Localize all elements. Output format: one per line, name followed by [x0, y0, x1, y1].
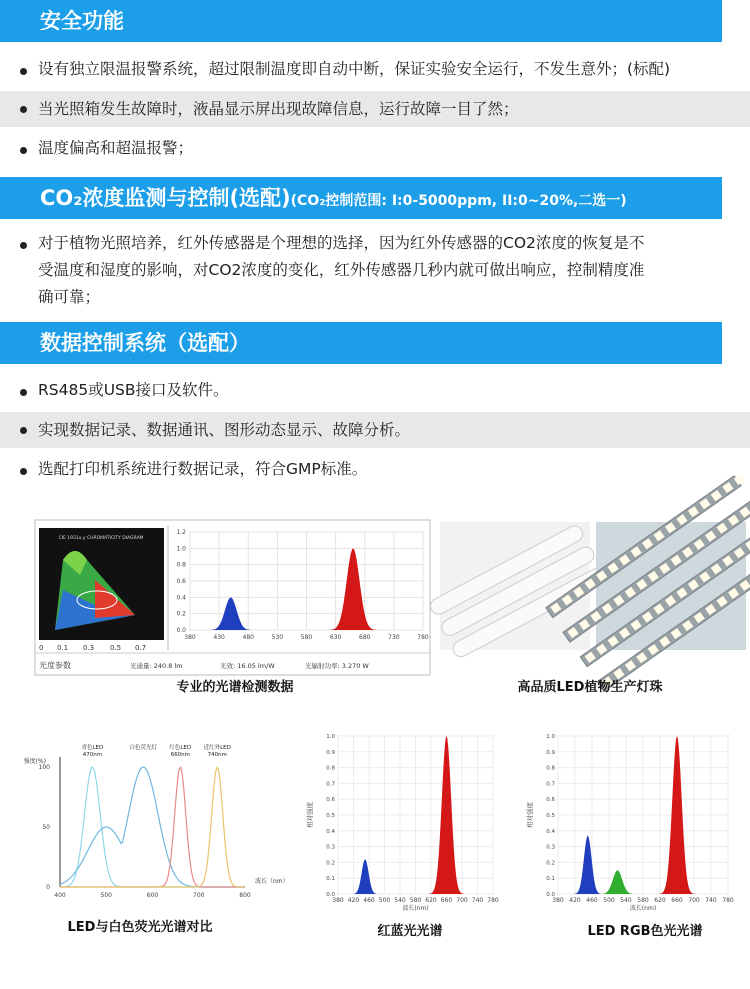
list-item-text-line: 确可靠；: [38, 288, 101, 306]
legend-nm: 660nm: [170, 752, 190, 758]
section-title: CO₂浓度监测与控制(选配): [40, 186, 291, 210]
tick-label: 480: [242, 634, 254, 641]
bullet-icon: [20, 242, 27, 249]
tick-label: 700: [193, 892, 205, 899]
compare-caption: LED与白色荧光光谱对比: [67, 920, 213, 935]
list-item: [0, 56, 750, 86]
tick-label: 430: [213, 634, 225, 641]
list-item: [0, 91, 750, 127]
tick-label: 780: [417, 634, 429, 641]
tick-label: 0.0: [546, 892, 555, 898]
legend-nm: 470nm: [82, 752, 103, 758]
tick-label: 740: [471, 897, 484, 904]
tick-label: 0: [46, 884, 50, 891]
bullet-icon: [20, 427, 27, 434]
efficacy-value: 光效: 16.05 lm/W: [220, 662, 275, 670]
rgb-caption: LED RGB色光光谱: [587, 924, 703, 939]
tick-label: 0.8: [326, 765, 335, 772]
legend-entry: 近红外LED: [203, 745, 231, 751]
tick-label: 630: [329, 634, 342, 641]
red-blue-caption: 红蓝光光谱: [377, 924, 443, 939]
list-item: [0, 135, 750, 165]
list-item-text: 当光照箱发生故障时，液晶显示屏出现故障信息，运行故障一目了然；: [38, 100, 519, 118]
tick-label: 420: [347, 897, 360, 904]
tick-label: 0.4: [546, 828, 555, 835]
legend-entry: 红色LED: [169, 745, 192, 751]
tick-label: 660: [671, 897, 683, 904]
list-item-text: 设有独立限温报警系统，超过限制温度即自动中断，保证实验安全运行，不发生意外；(标配): [38, 60, 671, 78]
tick-label: 800: [239, 892, 251, 899]
tick-label: 0.4: [326, 828, 335, 835]
section-title: 数据控制系统（选配）: [40, 331, 250, 355]
tick-label: 100: [38, 764, 50, 771]
red-blue-chart: [300, 730, 505, 920]
y-axis-label: 相对强度: [306, 802, 314, 828]
tick-label: 500: [100, 892, 112, 899]
tick-label: 0.8: [176, 561, 186, 569]
tick-label: 50: [42, 824, 50, 831]
svg-text:0: 0: [39, 644, 44, 652]
section-banner-data: [0, 322, 722, 364]
legend-nm: 740nm: [207, 752, 227, 758]
tick-label: 540: [394, 897, 406, 904]
tick-label: 380: [184, 634, 196, 641]
tick-label: 620: [425, 897, 437, 904]
tick-label: 700: [456, 897, 468, 904]
list-item-text: 温度偏高和超温报警；: [38, 139, 194, 157]
tick-label: 400: [54, 892, 66, 899]
param-label: 光度参数: [39, 661, 71, 670]
tick-label: 0.3: [546, 844, 555, 851]
tick-label: 0.6: [326, 797, 335, 804]
tick-label: 530: [271, 634, 284, 641]
tick-label: 0.2: [176, 610, 186, 618]
tick-label: 500: [378, 897, 391, 904]
x-axis-label: 波长(nm): [402, 905, 429, 912]
radiant-value: 光辐射功率: 3.270 W: [305, 662, 369, 670]
tick-label: 0.5: [546, 813, 555, 819]
list-item-text: 实现数据记录、数据通讯、图形动态显示、故障分析。: [38, 421, 411, 439]
tick-label: 0.6: [546, 797, 555, 804]
cie-title: CIE 1931x,y CHROMATICITY DIAGRAM: [58, 536, 144, 541]
svg-text:0.5: 0.5: [110, 644, 122, 652]
tick-label: 1.0: [326, 734, 335, 740]
tick-label: 1.2: [176, 529, 186, 536]
rgb-chart: [520, 730, 740, 920]
tick-label: 780: [722, 897, 734, 904]
spectrum-test-panel: [35, 520, 430, 675]
tick-label: 0.1: [326, 876, 335, 883]
list-item-text: 选配打印机系统进行数据记录，符合GMP标准。: [38, 460, 368, 478]
tick-label: 420: [569, 897, 581, 904]
tick-label: 540: [620, 897, 632, 904]
list-item: [0, 230, 750, 314]
y-axis-label: 相对强度: [526, 802, 534, 828]
legend-entry: 白色荧光灯: [129, 745, 158, 751]
tick-label: 380: [332, 897, 344, 904]
list-item-text: RS485或USB接口及软件。: [38, 381, 229, 399]
section-banner-co2: [0, 177, 722, 219]
x-axis-label: 波长（nm）: [255, 878, 289, 885]
list-item: [0, 412, 750, 448]
tick-label: 0.8: [546, 765, 555, 772]
tick-label: 460: [363, 897, 375, 904]
flux-value: 光通量: 240.8 lm: [130, 662, 183, 670]
tick-label: 0.9: [326, 749, 335, 756]
tick-label: 0.0: [326, 892, 335, 898]
tick-label: 0.5: [326, 813, 335, 819]
bullet-icon: [20, 389, 27, 396]
tick-label: 660: [440, 897, 453, 904]
bullet-icon: [20, 106, 27, 113]
tick-label: 500: [603, 897, 615, 904]
tick-label: 0.1: [546, 876, 555, 883]
svg-text:0.3: 0.3: [83, 644, 95, 652]
tick-label: 0.7: [326, 781, 335, 788]
section-title: 安全功能: [40, 9, 124, 33]
list-item-text-line: 受温度和湿度的影响，对CO2浓度的变化，红外传感器几秒内就可做出响应，控制精度准: [38, 261, 645, 279]
compare-chart: [10, 735, 289, 905]
legend-entry: 青色LED: [81, 745, 104, 751]
spectrum-chart: [176, 529, 428, 641]
section-subtitle: (CO₂控制范围: I:0-5000ppm, II:0~20%,二选一): [290, 193, 627, 209]
lamp-caption: 高品质LED植物生产灯珠: [517, 680, 663, 695]
list-item-text-line: 对于植物光照培养，红外传感器是个理想的选择，因为红外传感器的CO2浓度的恢复是不: [38, 234, 645, 252]
section-banner-safety: [0, 0, 722, 42]
svg-text:0.7: 0.7: [135, 644, 147, 652]
tick-label: 0.6: [176, 578, 186, 585]
tick-label: 580: [409, 897, 422, 904]
tick-label: 740: [705, 897, 717, 904]
spectrum-caption: 专业的光谱检测数据: [176, 680, 294, 695]
list-item: [0, 456, 750, 486]
led-strip-image: [596, 522, 746, 650]
tick-label: 1.0: [176, 545, 186, 553]
svg-text:0.1: 0.1: [57, 644, 69, 652]
bullet-icon: [20, 147, 27, 154]
tick-label: 0.4: [176, 594, 186, 602]
x-axis-label: 波长(nm): [629, 905, 657, 912]
tick-label: 780: [487, 897, 499, 904]
list-item: [0, 377, 750, 407]
tick-label: 700: [688, 897, 700, 904]
tick-label: 0.3: [326, 844, 335, 851]
bullet-icon: [20, 68, 27, 75]
tick-label: 580: [637, 897, 649, 904]
tick-label: 0.2: [326, 860, 335, 867]
tick-label: 0.0: [176, 627, 186, 634]
y-axis-label: 强度(%): [23, 758, 46, 765]
tick-label: 680: [359, 634, 371, 641]
tick-label: 380: [552, 897, 564, 904]
tick-label: 0.2: [546, 860, 555, 867]
tick-label: 580: [300, 634, 313, 641]
tick-label: 730: [388, 634, 400, 641]
tick-label: 0.7: [546, 781, 555, 788]
tick-label: 600: [146, 892, 159, 899]
tick-label: 1.0: [546, 734, 555, 740]
tick-label: 460: [586, 897, 598, 904]
tick-label: 0.9: [546, 749, 555, 756]
tick-label: 620: [654, 897, 666, 904]
bullet-icon: [20, 468, 27, 475]
